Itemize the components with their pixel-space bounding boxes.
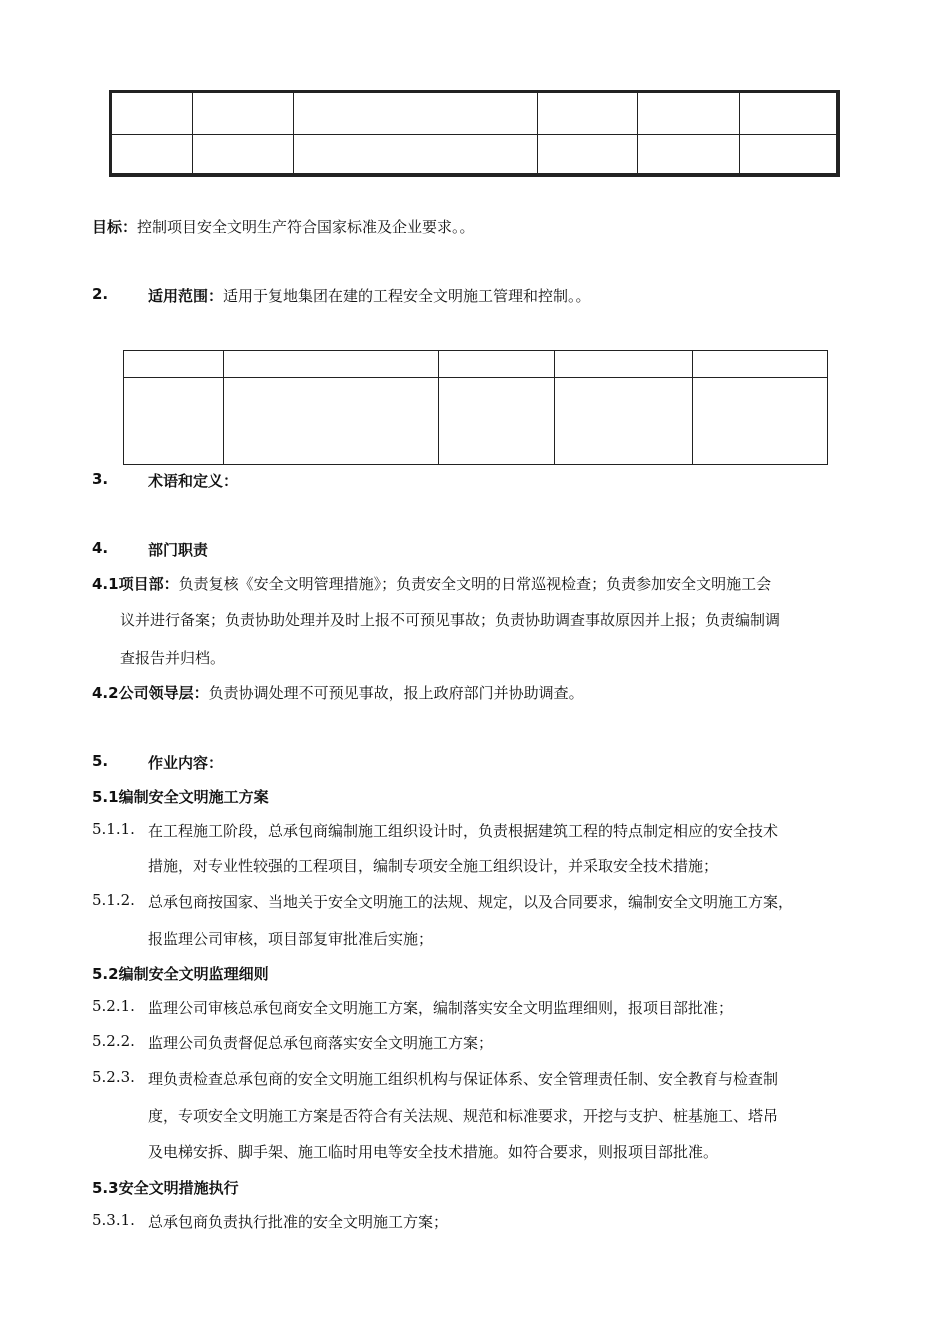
item-5-2-3-text-1: 理负责检查总承包商的安全文明施工组织机构与保证体系、安全管理责任制、安全教育与检查制	[148, 1070, 779, 1088]
section-5-number: 5.	[92, 752, 109, 770]
item-5-2-1-number: 5.2.1.	[92, 997, 135, 1015]
item-4-2-line	[92, 682, 584, 703]
section-2-line	[148, 285, 591, 306]
item-5-2-3-number: 5.2.3.	[92, 1068, 135, 1086]
section-4-label: 部门职责	[148, 541, 209, 559]
item-5-1-2-text-2: 报监理公司审核，项目部复审批准后实施；	[148, 930, 434, 948]
item-4-1-text-3: 查报告并归档。	[120, 649, 226, 667]
item-5-1-2-text-1: 总承包商按国家、当地关于安全文明施工的法规、规定，以及合同要求，编制安全文明施工方案，	[148, 893, 794, 911]
goal-line	[92, 216, 475, 237]
heading-5-1: 5.1编制安全文明施工方案	[92, 788, 269, 806]
section-5-label: 作业内容：	[148, 754, 224, 772]
heading-5-3: 5.3安全文明措施执行	[92, 1179, 239, 1197]
section-3-label: 术语和定义：	[148, 472, 239, 490]
item-5-2-1-text-1: 监理公司审核总承包商安全文明施工方案，编制落实安全文明监理细则，报项目部批准；	[148, 999, 734, 1017]
item-4-2-label: 4.2公司领导层：	[92, 684, 209, 702]
item-4-1-text-2: 议并进行备案；负责协助处理并及时上报不可预见事故；负责协助调查事故原因并上报；负责编制调	[120, 611, 781, 629]
item-4-1-text-1: 负责复核《安全文明管理措施》；负责安全文明的日常巡视检查；负责参加安全文明施工会	[178, 575, 772, 593]
item-4-2-text: 负责协调处理不可预见事故，报上政府部门并协助调查。	[208, 684, 584, 702]
item-5-1-1-number: 5.1.1.	[92, 820, 135, 838]
section-2-number: 2.	[92, 285, 109, 303]
heading-5-2: 5.2编制安全文明监理细则	[92, 965, 269, 983]
section-4-number: 4.	[92, 539, 109, 557]
item-5-1-1-text-2: 措施，对专业性较强的工程项目，编制专项安全施工组织设计，并采取安全技术措施；	[148, 857, 719, 875]
section-2-text: 适用于复地集团在建的工程安全文明施工管理和控制。。	[223, 287, 591, 305]
item-4-1-label: 4.1项目部：	[92, 575, 179, 593]
item-5-3-1-number: 5.3.1.	[92, 1211, 135, 1229]
empty-table-top	[109, 90, 840, 177]
item-5-2-2-text-1: 监理公司负责督促总承包商落实安全文明施工方案；	[148, 1034, 494, 1052]
item-5-2-3-text-3: 及电梯安拆、脚手架、施工临时用电等安全技术措施。如符合要求，则报项目部批准。	[148, 1143, 719, 1161]
item-5-2-2-number: 5.2.2.	[92, 1032, 135, 1050]
item-5-2-3-text-2: 度，专项安全文明施工方案是否符合有关法规、规范和标准要求，开挖与支护、桩基施工、塔吊	[148, 1107, 779, 1125]
goal-text: 控制项目安全文明生产符合国家标准及企业要求。。	[137, 218, 475, 236]
item-5-1-1-text-1: 在工程施工阶段，总承包商编制施工组织设计时，负责根据建筑工程的特点制定相应的安全技术	[148, 822, 779, 840]
item-4-1-line1	[92, 573, 771, 594]
goal-label: 目标：	[92, 218, 138, 236]
empty-table-middle	[123, 350, 828, 465]
section-3-number: 3.	[92, 470, 109, 488]
section-2-label: 适用范围：	[148, 287, 224, 305]
item-5-1-2-number: 5.1.2.	[92, 891, 135, 909]
item-5-3-1-text-1: 总承包商负责执行批准的安全文明施工方案；	[148, 1213, 449, 1231]
